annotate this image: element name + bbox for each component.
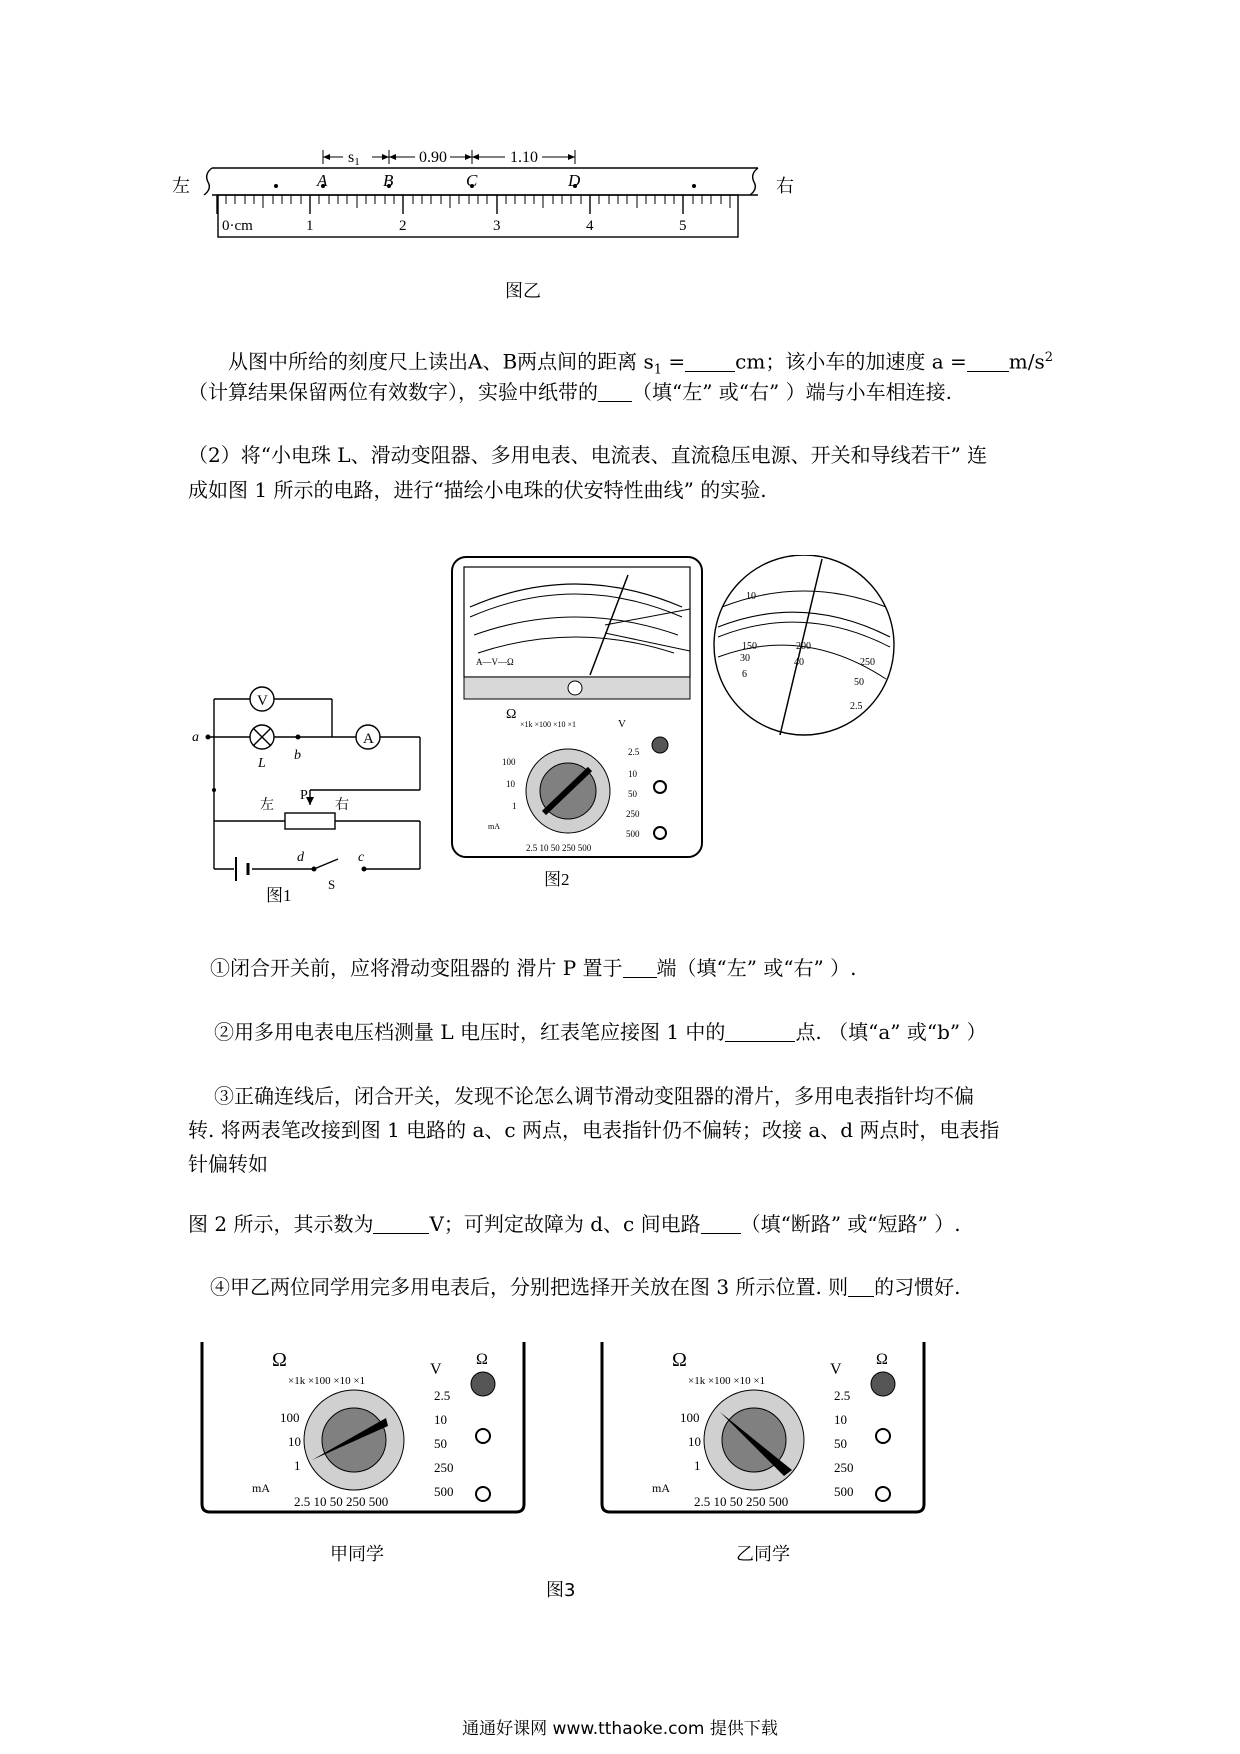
step3-line1: ③正确连线后，闭合开关，发现不论怎么调节滑动变阻器的滑片，多用电表指针均不偏 [214, 1084, 974, 1108]
svg-text:100: 100 [680, 1410, 700, 1425]
tick-5: 5 [679, 218, 687, 234]
ruler-tape-diagram [170, 140, 810, 280]
answer-blank-reading[interactable] [373, 1211, 429, 1234]
tick-2: 2 [399, 218, 407, 234]
step3-line2: 转. 将两表笔改接到图 1 电路的 a、c 两点，电表指针仍不偏转；改接 a、d 两点时，电表指 [188, 1118, 1000, 1142]
step2: ②用多用电表电压档测量 L 电压时，红表笔应接图 1 中的 点. （填“a” 或“b” ） [214, 1020, 987, 1044]
svg-text:100: 100 [280, 1410, 300, 1425]
fig2-caption: 图2 [544, 870, 570, 889]
svg-text:10: 10 [628, 769, 637, 779]
fig3-meter-a [198, 1342, 528, 1542]
svg-text:10: 10 [746, 591, 756, 602]
step1: ①闭合开关前，应将滑动变阻器的 滑片 P 置于 端（填“左” 或“右” ）. [210, 956, 857, 980]
tape-left-label: 左 [172, 176, 190, 196]
step3-line4: 图 2 所示，其示数为 V；可判定故障为 d、c 间电路 （填“断路” 或“短路” ）. [188, 1212, 961, 1236]
svg-text:V: V [430, 1361, 442, 1378]
svg-text:50: 50 [434, 1436, 447, 1451]
fig-yi-caption: 图乙 [505, 281, 541, 302]
svg-text:1: 1 [294, 1458, 301, 1473]
tick-3: 3 [493, 218, 501, 234]
ohm-jack[interactable] [652, 737, 668, 753]
tape-right-label: 右 [776, 176, 794, 196]
q2-line1: （2）将“小电珠 L、滑动变阻器、多用电表、电流表、直流稳压电源、开关和导线若干” 连 [188, 443, 988, 467]
point-d: D [568, 171, 581, 190]
page-footer: 通通好课网 www.tthaoke.com 提供下载 [462, 1719, 778, 1739]
fig2-multimeter [450, 555, 930, 895]
answer-blank-fault[interactable] [701, 1211, 741, 1234]
tick-4: 4 [586, 218, 594, 234]
svg-text:500: 500 [626, 829, 640, 839]
dim-090: 0.90 [419, 149, 447, 166]
minus-jack[interactable] [654, 827, 666, 839]
answer-blank-s1[interactable] [685, 349, 735, 372]
dim-110: 1.10 [510, 149, 538, 166]
svg-text:10: 10 [506, 779, 515, 789]
fig3-meter-b [598, 1342, 928, 1542]
svg-text:×1k ×100 ×10 ×1: ×1k ×100 ×10 ×1 [688, 1375, 766, 1387]
student-b-label: 乙同学 [736, 1544, 790, 1565]
svg-text:50: 50 [854, 677, 864, 688]
student-a-label: 甲同学 [330, 1544, 384, 1565]
svg-text:50: 50 [628, 789, 637, 799]
svg-text:Ω: Ω [672, 1349, 687, 1371]
svg-text:250: 250 [834, 1460, 854, 1475]
svg-text:500: 500 [434, 1484, 454, 1499]
rheostat-left-label: 左 [260, 798, 274, 813]
svg-text:2.5: 2.5 [434, 1388, 451, 1403]
svg-text:Ω: Ω [476, 1351, 488, 1368]
step3-line3: 针偏转如 [188, 1152, 268, 1176]
svg-text:2.5: 2.5 [628, 747, 640, 757]
svg-text:10: 10 [688, 1434, 701, 1449]
point-a: A [317, 171, 328, 190]
answer-blank-tape-end[interactable] [598, 379, 632, 402]
fig1-caption: 图1 [266, 886, 292, 905]
slider-p-label: P [300, 788, 308, 803]
tick-0: 0·cm [222, 218, 253, 234]
svg-text:30: 30 [740, 653, 750, 664]
multiplier-labels: ×1k ×100 ×10 ×1 [520, 720, 577, 729]
svg-text:1: 1 [512, 801, 517, 811]
svg-text:mA: mA [488, 822, 500, 831]
voltmeter-label: V [257, 693, 268, 709]
point-b: B [383, 171, 394, 190]
svg-text:250: 250 [434, 1460, 454, 1475]
node-d-label: d [297, 850, 304, 865]
node-c-label: c [358, 850, 365, 865]
svg-text:×1k ×100 ×10 ×1: ×1k ×100 ×10 ×1 [288, 1375, 366, 1387]
svg-text:2.5 10 50 250 500: 2.5 10 50 250 500 [294, 1494, 389, 1509]
dim-s1: s1 [348, 149, 360, 168]
volt-range-label: V [618, 718, 626, 730]
fig-yi [170, 140, 810, 280]
answer-blank-probe-point[interactable] [725, 1019, 795, 1042]
point-c: C [466, 171, 478, 190]
node-b-label: b [294, 748, 301, 763]
q1-line1: 从图中所给的刻度尺上读出A、B两点间的距离 $s_1$ = cm；该小车的加速度 $a = m/s^2$ [228, 349, 1053, 378]
q1-line2: （计算结果保留两位有效数字），实验中纸带的 （填“左” 或“右” ）端与小车相连接. [188, 380, 952, 404]
svg-text:2.5 10 50 250 500: 2.5 10 50 250 500 [694, 1494, 789, 1509]
svg-text:250: 250 [626, 809, 640, 819]
answer-blank-slider-end[interactable] [623, 955, 657, 978]
svg-text:100: 100 [502, 757, 516, 767]
svg-text:mA: mA [652, 1481, 670, 1495]
svg-text:40: 40 [794, 657, 804, 668]
svg-text:10: 10 [434, 1412, 447, 1427]
svg-text:10: 10 [288, 1434, 301, 1449]
ammeter-label: A [363, 731, 374, 747]
svg-text:250: 250 [860, 657, 875, 668]
svg-text:10: 10 [834, 1412, 847, 1427]
lamp-label: L [258, 756, 266, 771]
q2-line2: 成如图 1 所示的电路，进行“描绘小电珠的伏安特性曲线” 的实验. [188, 478, 767, 502]
answer-blank-acceleration[interactable] [967, 349, 1009, 372]
ohm-label: Ω [506, 707, 517, 722]
plus-jack[interactable] [654, 781, 666, 793]
svg-text:2.5: 2.5 [850, 701, 863, 712]
dial-avo: A—V—Ω [476, 657, 514, 667]
svg-text:1: 1 [694, 1458, 701, 1473]
fig3-caption: 图3 [546, 1580, 576, 1601]
svg-text:200: 200 [796, 641, 811, 652]
tick-1: 1 [306, 218, 314, 234]
svg-text:6: 6 [742, 669, 747, 680]
svg-text:150: 150 [742, 641, 757, 652]
rheostat-right-label: 右 [335, 798, 349, 813]
answer-blank-habit[interactable] [848, 1274, 874, 1297]
svg-text:Ω: Ω [876, 1351, 888, 1368]
svg-text:mA: mA [252, 1481, 270, 1495]
svg-text:2.5 10 50 250 500: 2.5 10 50 250 500 [526, 843, 592, 853]
fig1-circuit [190, 675, 430, 905]
svg-text:2.5: 2.5 [834, 1388, 851, 1403]
svg-text:V: V [830, 1361, 842, 1378]
step4: ④甲乙两位同学用完多用电表后，分别把选择开关放在图 3 所示位置. 则 的习惯好. [210, 1275, 961, 1299]
node-a-label: a [192, 730, 199, 745]
svg-text:50: 50 [834, 1436, 847, 1451]
switch-s-label: S [328, 877, 336, 892]
svg-text:500: 500 [834, 1484, 854, 1499]
svg-text:Ω: Ω [272, 1349, 287, 1371]
